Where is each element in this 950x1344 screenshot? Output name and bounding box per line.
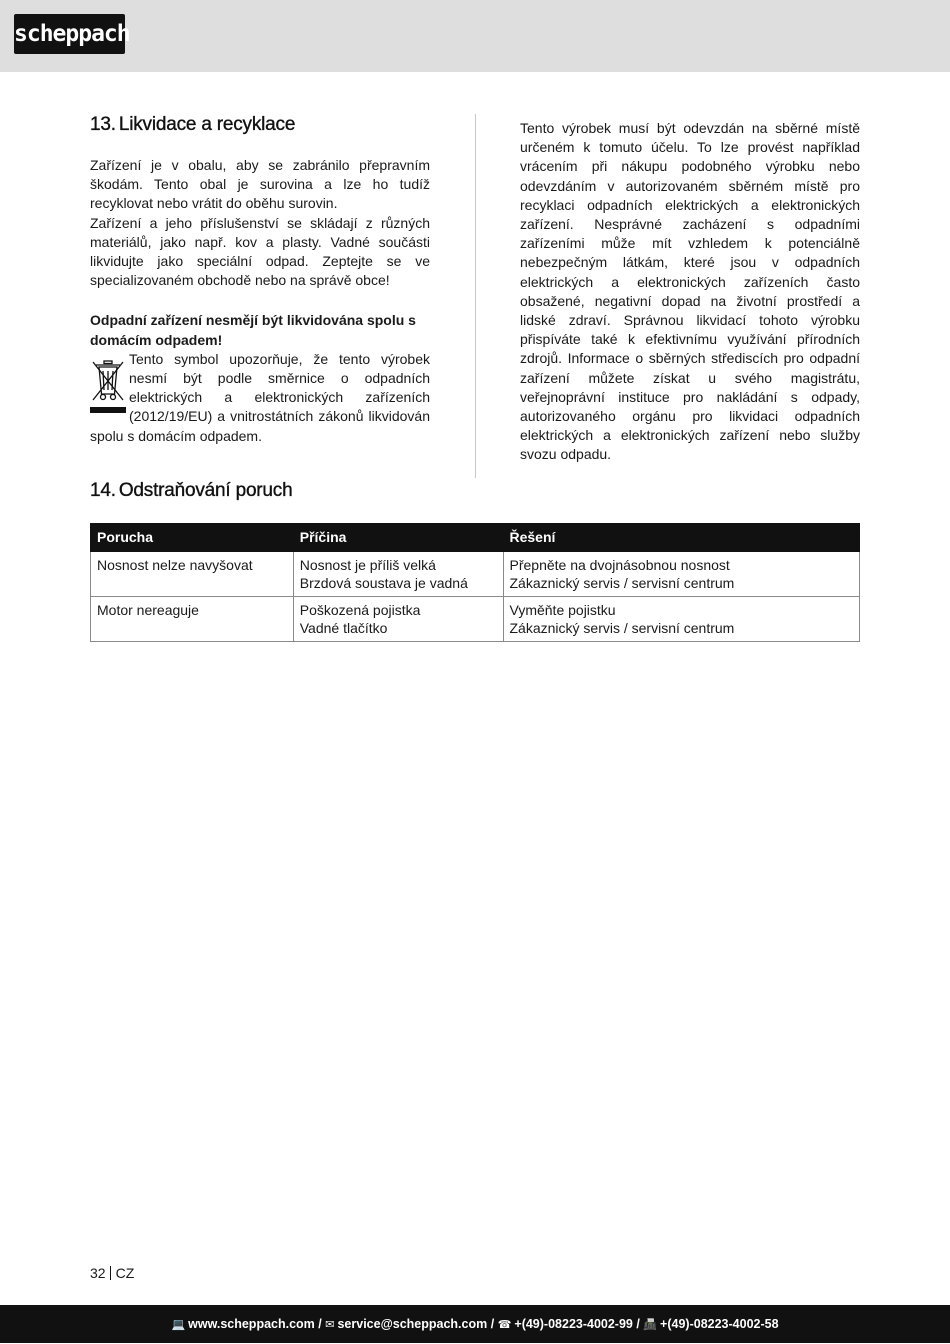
collection-point-paragraph: Tento výrobek musí být odevzdán na sběrné místě určeném k tomuto účelu. To lze provést například vrácením při nákupu podobného výrobku nebo odevzdáním v autorizovaném sběrném místě pro recyklaci odpadních elektrických a elektronických zařízení. Nesprávné zacházení s odpadními zařízeními může mít vzhledem k potenciálně nebezpečným látkám, které jsou v odpadních elektrických a elektronických zařízeních často obsažené, negativní dopad na životní prostředí a lidské zdraví. Správnou likvidací tohoto výrobku přispíváte také k efektivnímu využívání přírodních zdrojů. Informace o sběrných střediscích pro odpadní zařízení můžete získat u svého magistrátu, veřejnoprávní instituce pro nakládání s odpady, autorizovaného orgánu pro likvidaci odpadních elektrických a elektronických zařízení nebo služby svozu odpadu. (520, 120, 860, 463)
cause-cell (293, 552, 503, 597)
scheppach-logo: scheppach (14, 14, 125, 54)
cause-line: Poškozená pojistka (299, 602, 421, 619)
packaging-paragraph: Zařízení je v obalu, aby se zabránilo přepravním škodám. Tento obal je surovina a lze ho tudíž recyklovat nebo vrátit do oběhu surovin. (90, 157, 430, 212)
table-row (91, 597, 860, 642)
page-number-value: 32 (90, 1265, 106, 1281)
footer-email[interactable]: service@scheppach.com (337, 1317, 488, 1331)
footer-separator: / (636, 1317, 640, 1331)
weee-symbol-paragraph (90, 350, 430, 446)
solution-line: Zákaznický servis / servisní centrum (509, 619, 735, 636)
fault-cell: Motor nereaguje (91, 597, 294, 642)
footer-separator: / (318, 1317, 322, 1331)
troubleshooting-table (90, 523, 860, 642)
page-header (0, 0, 950, 72)
section-14-heading (90, 480, 292, 502)
bin-underline-bar (90, 407, 126, 413)
cause-line: Nosnost je příliš velká (299, 557, 436, 573)
crossed-out-wheelie-bin-icon (90, 351, 129, 415)
page-language: CZ (115, 1265, 135, 1281)
page-footer (0, 1305, 950, 1343)
section-13-heading (90, 114, 430, 136)
cause-cell (293, 597, 503, 642)
fax-icon: 📠 (643, 1318, 658, 1331)
fault-cell: Nosnost nelze navyšovat (91, 552, 294, 597)
solution-line: Vyměňte pojistku (509, 602, 616, 619)
page-number (90, 1265, 134, 1281)
computer-icon: 💻 (171, 1318, 186, 1331)
solution-cell (503, 597, 860, 642)
section-13-number: 13. (90, 114, 116, 135)
solution-line: Zákaznický servis / servisní centrum (509, 574, 735, 591)
phone-icon: ☎ (497, 1318, 512, 1331)
footer-phone: +(49)-08223-4002-99 (514, 1317, 633, 1331)
section-14-title: Odstraňování poruch (118, 480, 293, 501)
table-row (91, 552, 860, 597)
weee-symbol-text: Tento symbol upozorňuje, že tento výrobek nesmí být podle směrnice o odpadních elektrických a elektronických zařízeních (2012/19/EU) a vnitrostátních zákonů likvidován spolu s domácím odpadem. (90, 350, 430, 444)
page-number-separator (110, 1266, 111, 1280)
solution-line: Přepněte na dvojnásobnou nosnost (509, 557, 730, 573)
header-fault: Porucha (91, 524, 294, 552)
solution-cell (503, 552, 860, 597)
column-divider (475, 114, 476, 478)
section-14-number: 14. (90, 480, 116, 501)
section-13-left-column (90, 114, 430, 446)
header-cause: Příčina (293, 524, 503, 552)
cause-line: Vadné tlačítko (299, 619, 388, 636)
waste-warning: Odpadní zařízení nesmějí být likvidována spolu s domácím odpadem! (90, 312, 416, 348)
footer-fax: +(49)-08223-4002-58 (660, 1317, 779, 1331)
header-solution: Řešení (503, 524, 860, 552)
mail-icon: ✉ (325, 1318, 335, 1331)
footer-separator: / (490, 1317, 495, 1331)
section-13-title: Likvidace a recyklace (118, 114, 296, 135)
section-13-right-column (520, 119, 860, 465)
table-header-row (91, 524, 860, 552)
footer-web[interactable]: www.scheppach.com (188, 1317, 315, 1331)
cause-line: Brzdová soustava je vadná (299, 574, 468, 591)
materials-paragraph: Zařízení a jeho příslušenství se skládají z různých materiálů, jako např. kov a plasty. Vadné součásti likvidujte jako speciální odpad. Zeptejte se ve specializovaném obchodě nebo na správě obce! (90, 214, 430, 289)
